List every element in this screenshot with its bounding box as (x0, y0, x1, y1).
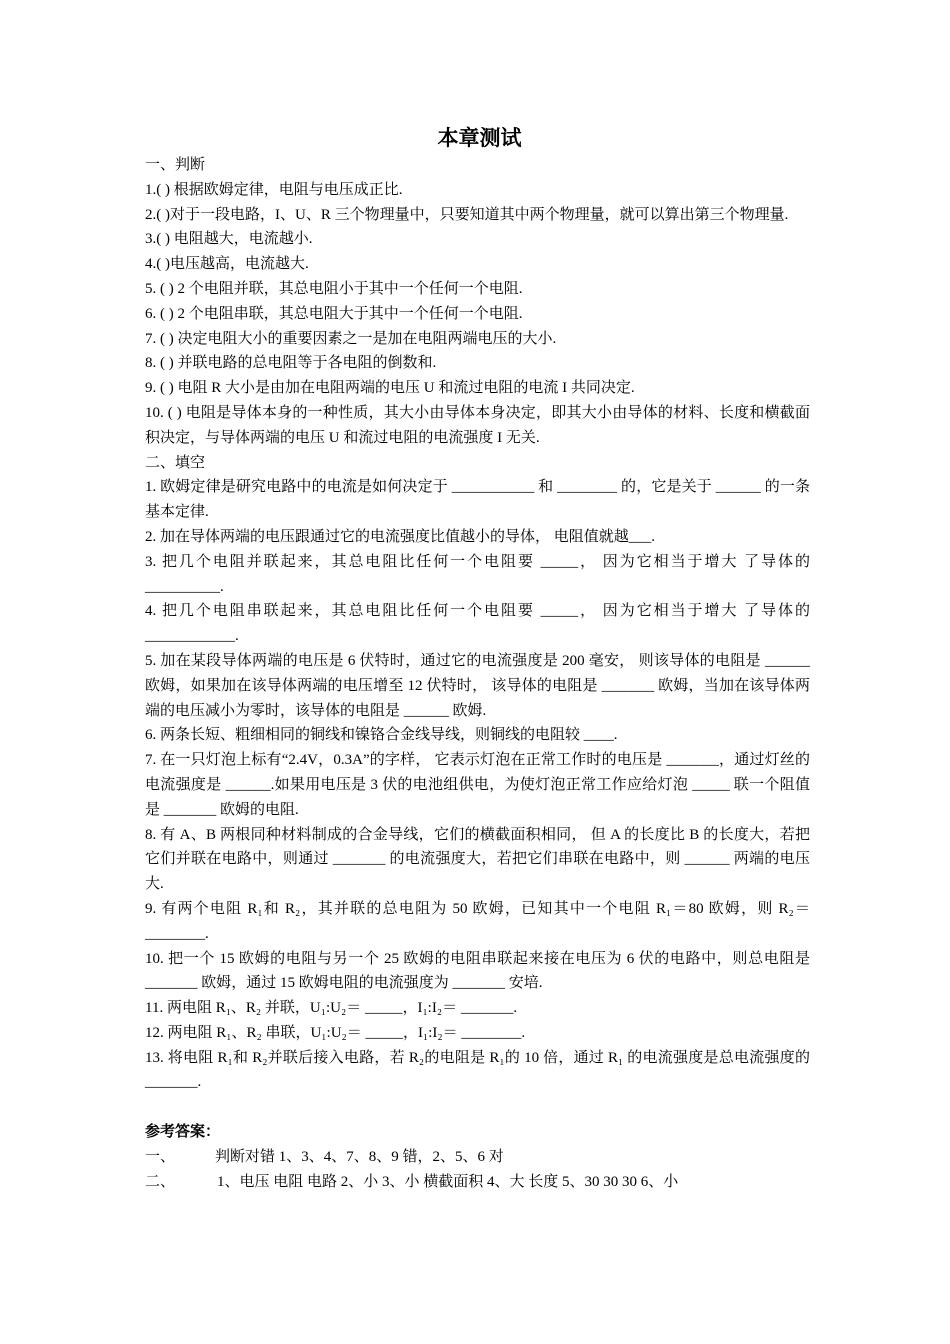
fill-item: 4. 把几个电阻串联起来，其总电阻比任何一个电阻要 _____， 因为它相当于增大 了导体的____________. (145, 603, 810, 645)
answers-heading: 参考答案： (145, 1124, 221, 1141)
judgment-item: 2.( )对于一段电路，I、U、R 三个物理量中，只要知道其中两个物理量，就可以算出第三个物理量. (145, 206, 789, 223)
answer-row (145, 1145, 810, 1170)
answer-row-text: 1、电压 电阻 电路 2、小 3、小 横截面积 4、大 长度 5、30 30 30 6、小 (217, 1173, 679, 1190)
fill-item: 6. 两条长短、粗细相同的铜线和镍铬合金线导线，则铜线的电阻较 ____. (145, 727, 618, 744)
fill-item: 1. 欧姆定律是研究电路中的电流是如何决定于 ___________ 和 ________ 的，它是关于 ______ 的一条基本定律. (145, 479, 810, 521)
fill-item: 10. 把一个 15 欧姆的电阻与另一个 25 欧姆的电阻串联起来接在电压为 6 伏的电路中，则总电阻是 _______ 欧姆，通过 15 欧姆电阻的电流强度为 _______ 安培. (145, 950, 810, 992)
document-content (145, 123, 810, 1194)
judgment-item: 5. ( ) 2 个电阻并联，其总电阻小于其中一个任何一个电阻. (145, 280, 523, 297)
judgment-item: 10. ( ) 电阻是导体本身的一种性质，其大小由导体本身决定，即其大小由导体的材料、长度和横截面积决定，与导体两端的电压 U 和流过电阻的电流强度 I 无关. (145, 404, 810, 446)
answer-row (145, 1170, 810, 1195)
fill-item: 2. 加在导体两端的电压跟通过它的电流强度比值越小的导体， 电阻值就越___. (145, 528, 656, 545)
fill-item: 8. 有 A、B 两根同种材料制成的合金导线，它们的横截面积相同， 但 A 的长度比 B 的长度大，若把它们并联在电路中，则通过 _______ 的电流强度大，若把它们串联在电路中，则 ______ 两端的电压大. (145, 826, 810, 893)
judgment-item: 4.( )电压越高，电流越大. (145, 256, 309, 273)
answer-row-text: 判断对错 1、3、4、7、8、9 错，2、5、6 对 (215, 1148, 504, 1165)
section-judgment (145, 153, 810, 451)
spacer (145, 1095, 810, 1120)
section-heading: 二、填空 (145, 454, 206, 471)
judgment-item: 1.( ) 根据欧姆定律，电阻与电压成正比. (145, 181, 403, 198)
judgment-item: 9. ( ) 电阻 R 大小是由加在电阻两端的电压 U 和流过电阻的电流 I 共同决定. (145, 380, 635, 397)
judgment-item: 3.( ) 电阻越大，电流越小. (145, 231, 313, 248)
page-title: 本章测试 (437, 126, 522, 150)
judgment-item: 8. ( ) 并联电路的总电阻等于各电阻的倒数和. (145, 355, 437, 372)
fill-item: 12. 两电阻 R₁、R₂ 串联，U₁:U₂＝ _____，I₁:I₂＝ ________. (145, 1024, 526, 1041)
section-heading: 一、判断 (145, 157, 206, 173)
fill-item: 5. 加在某段导体两端的电压是 6 伏特时，通过它的电流强度是 200 毫安， 则该导体的电阻是 ______ 欧姆，如果加在该导体两端的电压增至 12 伏特时， 该导体的电阻是 _______ 欧姆，当加在该导体两端的电压减小为零时，该导体的电阻是 ______ 欧姆. (145, 652, 810, 719)
fill-item: 3. 把几个电阻并联起来，其总电阻比任何一个电阻要 _____， 因为它相当于增大 了导体的__________. (145, 553, 810, 595)
fill-item: 7. 在一只灯泡上标有“2.4V，0.3A”的字样， 它表示灯泡在正常工作时的电压是 _______，通过灯丝的电流强度是 ______.如果用电压是 3 伏的电池组供电，为使灯泡正常工作应给灯泡 _____ 联一个阻值是 _______ 欧姆的电阻. (145, 752, 810, 818)
answer-row-number: 一、 (145, 1148, 176, 1165)
judgment-item: 6. ( ) 2 个电阻串联，其总电阻大于其中一个任何一个电阻. (145, 305, 523, 322)
judgment-item: 7. ( ) 决定电阻大小的重要因素之一是加在电阻两端电压的大小. (145, 330, 557, 347)
section-fill-blank (145, 451, 810, 1096)
fill-item: 13. 将电阻 R₁和 R₂并联后接入电路，若 R₂的电阻是 R₁的 10 倍，通过 R₁ 的电流强度是总电流强度的 _______. (145, 1049, 810, 1091)
fill-item: 11. 两电阻 R₁、R₂ 并联，U₁:U₂＝ _____，I₁:I₂＝ _______. (145, 1000, 518, 1017)
answer-row-number: 二、 (145, 1173, 176, 1190)
section-answers (145, 1120, 810, 1194)
fill-item: 9. 有两个电阻 R₁和 R₂，其并联的总电阻为 50 欧姆，已知其中一个电阻 R₁＝80 欧姆，则 R₂＝ ________. (145, 900, 810, 942)
